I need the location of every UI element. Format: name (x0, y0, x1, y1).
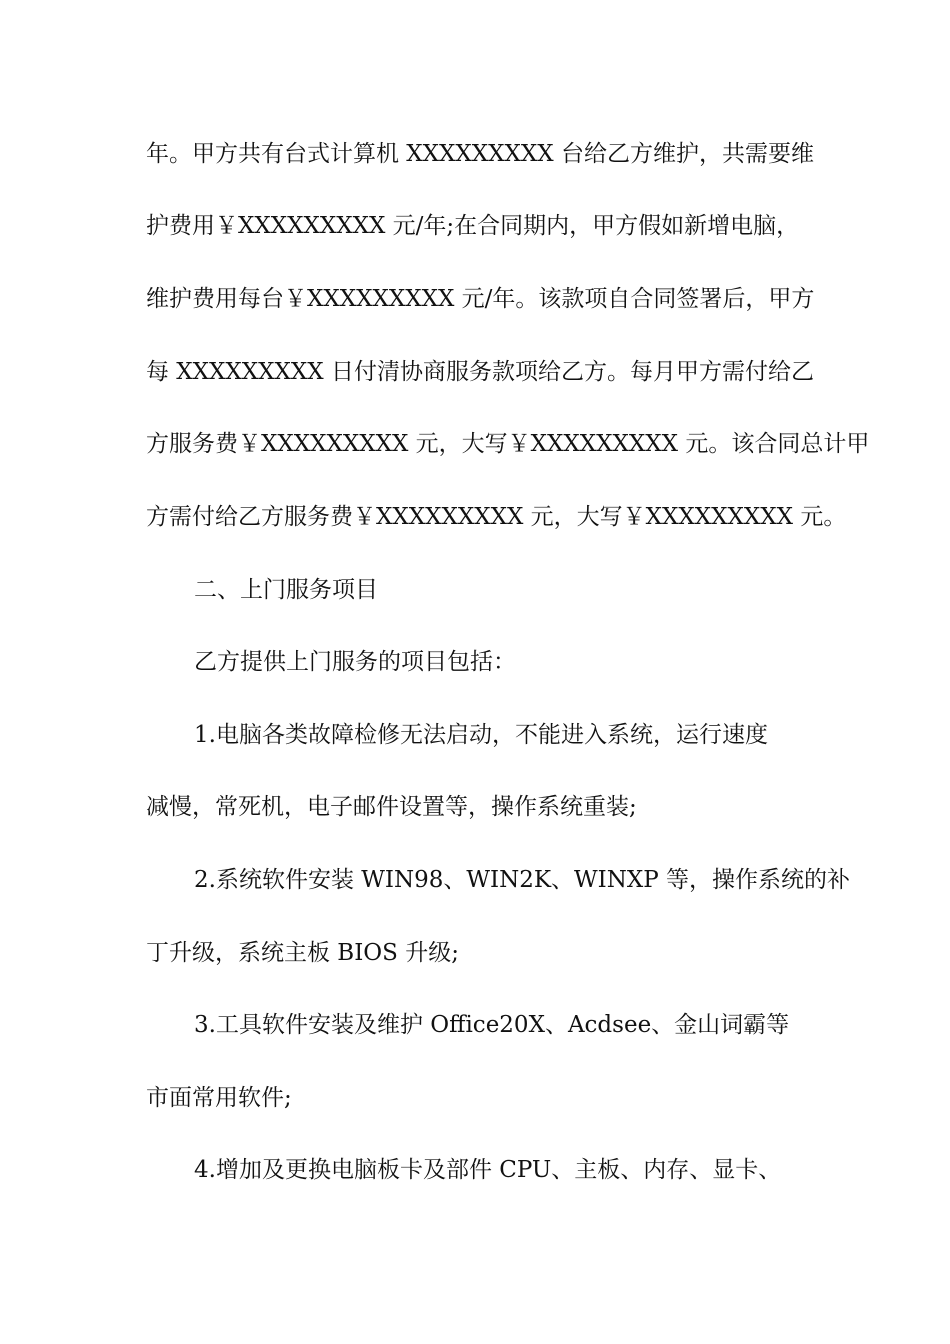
paragraph-line: 维护费用每台￥XXXXXXXXX 元/年。该款项自合同签署后，甲方 (146, 286, 815, 312)
paragraph-line: 乙方提供上门服务的项目包括： (194, 649, 516, 675)
paragraph-line: 每 XXXXXXXXX 日付清协商服务款项给乙方。每月甲方需付给乙 (146, 359, 814, 385)
paragraph-line: 年。甲方共有台式计算机 XXXXXXXXX 台给乙方维护，共需要维 (146, 141, 814, 167)
paragraph-line: 护费用￥XXXXXXXXX 元/年;在合同期内，甲方假如新增电脑， (146, 213, 800, 239)
list-item-line: 4.增加及更换电脑板卡及部件 CPU、主板、内存、显卡、 (194, 1157, 782, 1183)
list-item-line: 1.电脑各类故障检修无法启动，不能进入系统，运行速度 (194, 722, 768, 748)
list-item-line: 市面常用软件; (146, 1085, 292, 1111)
list-item-line: 减慢，常死机，电子邮件设置等，操作系统重装; (146, 794, 637, 820)
list-item-line: 3.工具软件安装及维护 Office20X、Acdsee、金山词霸等 (194, 1012, 790, 1038)
section-heading: 二、上门服务项目 (194, 577, 378, 603)
paragraph-line: 方需付给乙方服务费￥XXXXXXXXX 元，大写￥XXXXXXXXX 元。 (146, 504, 847, 530)
paragraph-line: 方服务费￥XXXXXXXXX 元，大写￥XXXXXXXXX 元。该合同总计甲 (146, 431, 870, 457)
list-item-line: 2.系统软件安装 WIN98、WIN2K、WINXP 等，操作系统的补 (194, 867, 851, 893)
list-item-line: 丁升级，系统主板 BIOS 升级; (146, 940, 459, 966)
